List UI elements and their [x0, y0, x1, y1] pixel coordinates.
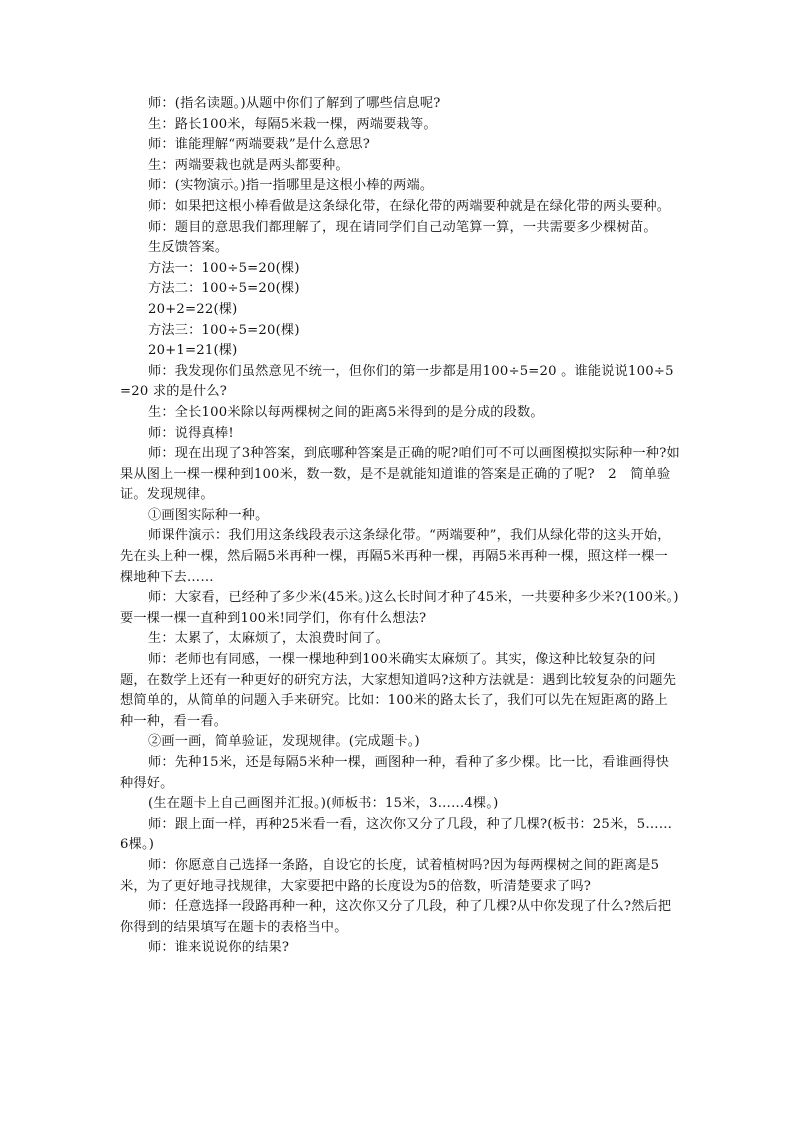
paragraph: 生：路长100米，每隔5米栽一棵，两端要栽等。: [148, 116, 437, 132]
paragraph: 师：大家看，已经种了多少米(45米。)这么长时间才种了45米，一共要种多少米?(100米。)要一棵一棵一直种到100米!同学们，你有什么想法?: [120, 590, 679, 626]
paragraph: 20+2=22(棵): [148, 301, 238, 317]
paragraph: 师：说得真棒!: [148, 425, 234, 441]
paragraph: 生：太累了，太麻烦了，太浪费时间了。: [148, 631, 389, 647]
paragraph: 20+1=21(棵): [148, 343, 238, 359]
paragraph: 方法二：100÷5=20(棵): [148, 281, 300, 297]
paragraph: 生：全长100米除以每两棵树之间的距离5米得到的是分成的段数。: [148, 404, 544, 420]
paragraph: ①画图实际种一种。: [148, 507, 269, 523]
paragraph: 师：如果把这根小棒看做是这条绿化带，在绿化带的两端要种就是在绿化带的两头要种。: [148, 198, 671, 214]
paragraph: 方法一：100÷5=20(棵): [148, 260, 300, 276]
paragraph: 师：谁能理解“两端要栽”是什么意思?: [148, 137, 370, 153]
paragraph: 方法三：100÷5=20(棵): [148, 322, 300, 338]
paragraph: 师：跟上面一样，再种25米看一看，这次你又分了几段，种了几棵?(板书：25米，5……6棵。): [120, 816, 673, 853]
paragraph: 师：题目的意思我们都理解了，现在请同学们自己动笔算一算，一共需要多少棵树苗。: [148, 219, 657, 235]
paragraph: 生：两端要栽也就是两头都要种。: [148, 157, 349, 173]
paragraph: 师：先种15米，还是每隔5米种一棵，画图种一种，看种了多少棵。比一比，看谁画得快种得好。: [120, 755, 670, 791]
paragraph: 师：现在出现了3种答案，到底哪种答案是正确的呢?咱们可不可以画图模拟实际种一种?如果从图上一棵一棵种到100米，数一数，是不是就能知道谁的答案是正确的了呢? 2 简单验证。发现规律。: [120, 446, 680, 503]
paragraph: 师：老师也有同感，一棵一棵地种到100米确实太麻烦了。其实，像这种比较复杂的问题，在数学上还有一种更好的研究方法，大家想知道吗?这种方法就是：遇到比较复杂的问题先想简单的，从简单的问题入手来研究。比如：100米的路太长了，我们可以先在短距离的路上种一种，看一看。: [120, 652, 677, 729]
paragraph: 师：谁来说说你的结果?: [148, 940, 290, 956]
paragraph: 师：我发现你们虽然意见不统一，但你们的第一步都是用100÷5=20 。谁能说说100÷5=20 求的是什么?: [120, 363, 674, 400]
paragraph: ②画一画，简单验证，发现规律。(完成题卡。): [148, 734, 420, 750]
paragraph: 师课件演示：我们用这条线段表示这条绿化带。“两端要种”，我们从绿化带的这头开始，先在头上种一棵，然后隔5米再种一棵，再隔5米再种一棵，再隔5米再种一棵，照这样一棵一棵地种下去……: [120, 528, 671, 585]
paragraph: 师：你愿意自己选择一条路，自设它的长度，试着植树吗?因为每两棵树之间的距离是5米，为了更好地寻找规律，大家要把中路的长度设为5的倍数，听清楚要求了吗?: [120, 857, 660, 894]
paragraph: 师：(实物演示。)指一指哪里是这根小棒的两端。: [148, 178, 434, 194]
paragraph: 生反馈答案。: [148, 240, 229, 256]
paragraph: 师：(指名读题。)从题中你们了解到了哪些信息呢?: [148, 96, 441, 111]
document-body: [120, 94, 680, 959]
paragraph: (生在题卡上自己画图并汇报。)(师板书：15米，3……4棵。): [148, 796, 499, 812]
paragraph: 师：任意选择一段路再种一种，这次你又分了几段，种了几棵?从中你发现了什么?然后把你得到的结果填写在题卡的表格当中。: [120, 899, 672, 935]
